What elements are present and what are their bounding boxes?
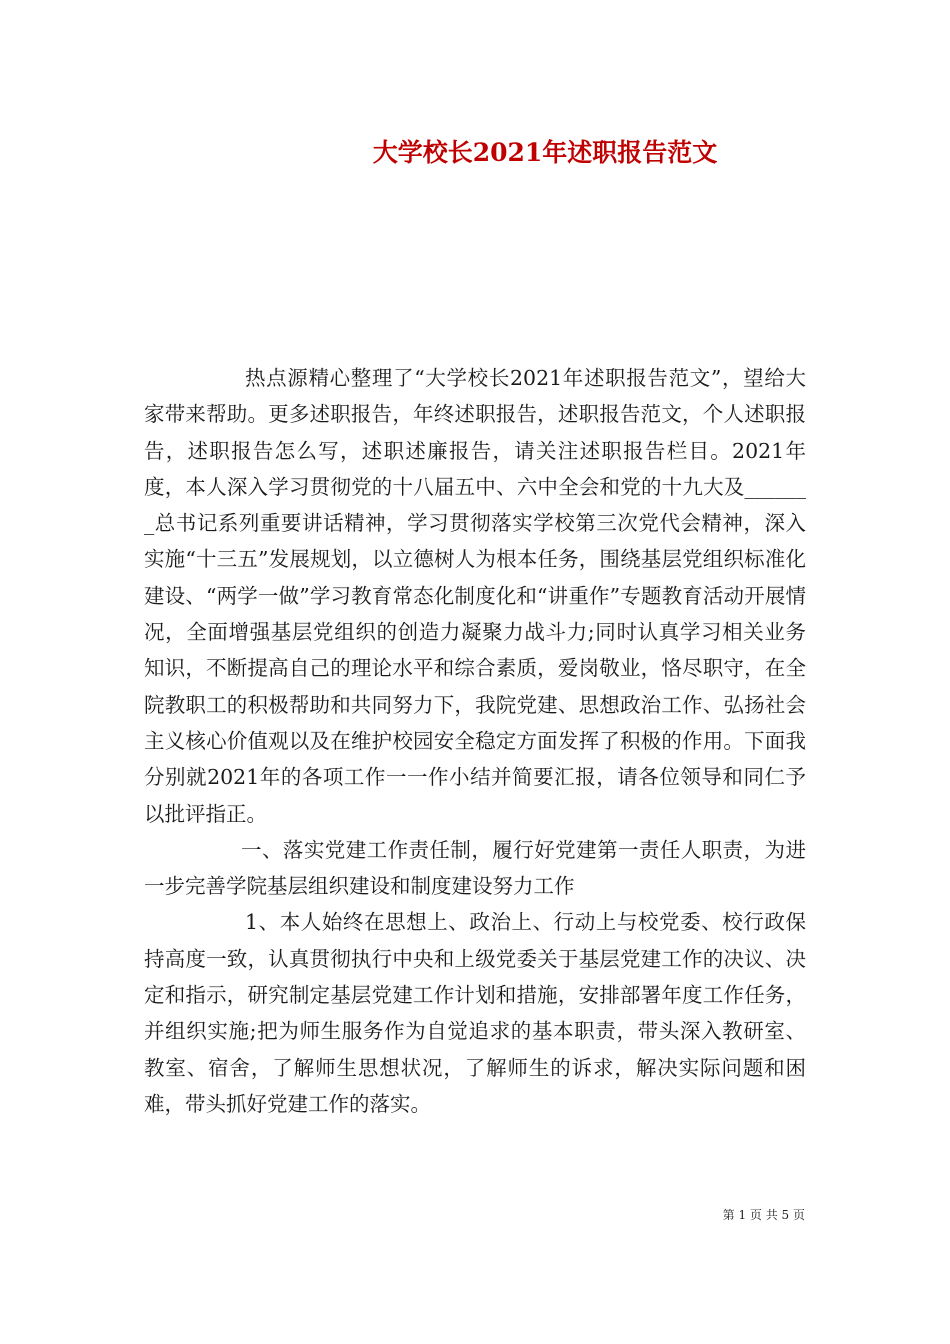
document-title: 大学校长2021年述职报告范文: [372, 138, 718, 167]
page-number: 第 1 页 共 5 页: [722, 1208, 805, 1222]
paragraph-item-1: 1、本人始终在思想上、政治上、行动上与校党委、校行政保持高度一致，认真贯彻执行中央和上级党委关于基层党建工作的决议、决定和指示，研究制定基层党建工作计划和措施，安排部署年度工作任务，并组织实施;把为师生服务作为自觉追求的基本职责，带头深入教研室、教室、宿舍，了解师生思想状况，了解师生的诉求，解决实际问题和困难，带头抓好党建工作的落实。: [144, 910, 806, 1116]
document-body: [144, 360, 806, 1122]
paragraph-section-heading: 一、落实党建工作责任制，履行好党建第一责任人职责，为进一步完善学院基层组织建设和制度建设努力工作: [144, 837, 806, 899]
paragraph-intro: 热点源精心整理了“大学校长2021年述职报告范文”，望给大家带来帮助。更多述职报告，年终述职报告，述职报告范文，个人述职报告，述职报告怎么写，述职述廉报告，请关注述职报告栏目。2021年度，本人深入学习贯彻党的十八届五中、六中全会和党的十九大及_______总书记系列重要讲话精神，学习贯彻落实学校第三次党代会精神，深入实施“十三五”发展规划，以立德树人为根本任务，围绕基层党组织标准化建设、“两学一做”学习教育常态化制度化和“讲重作”专题教育活动开展情况，全面增强基层党组织的创造力凝聚力战斗力;同时认真学习相关业务知识，不断提高自己的理论水平和综合素质，爱岗敬业，恪尽职守，在全院教职工的积极帮助和共同努力下，我院党建、思想政治工作、弘扬社会主义核心价值观以及在维护校园安全稳定方面发挥了积极的作用。下面我分别就2021年的各项工作一一作小结并简要汇报，请各位领导和同仁予以批评指正。: [144, 366, 806, 826]
